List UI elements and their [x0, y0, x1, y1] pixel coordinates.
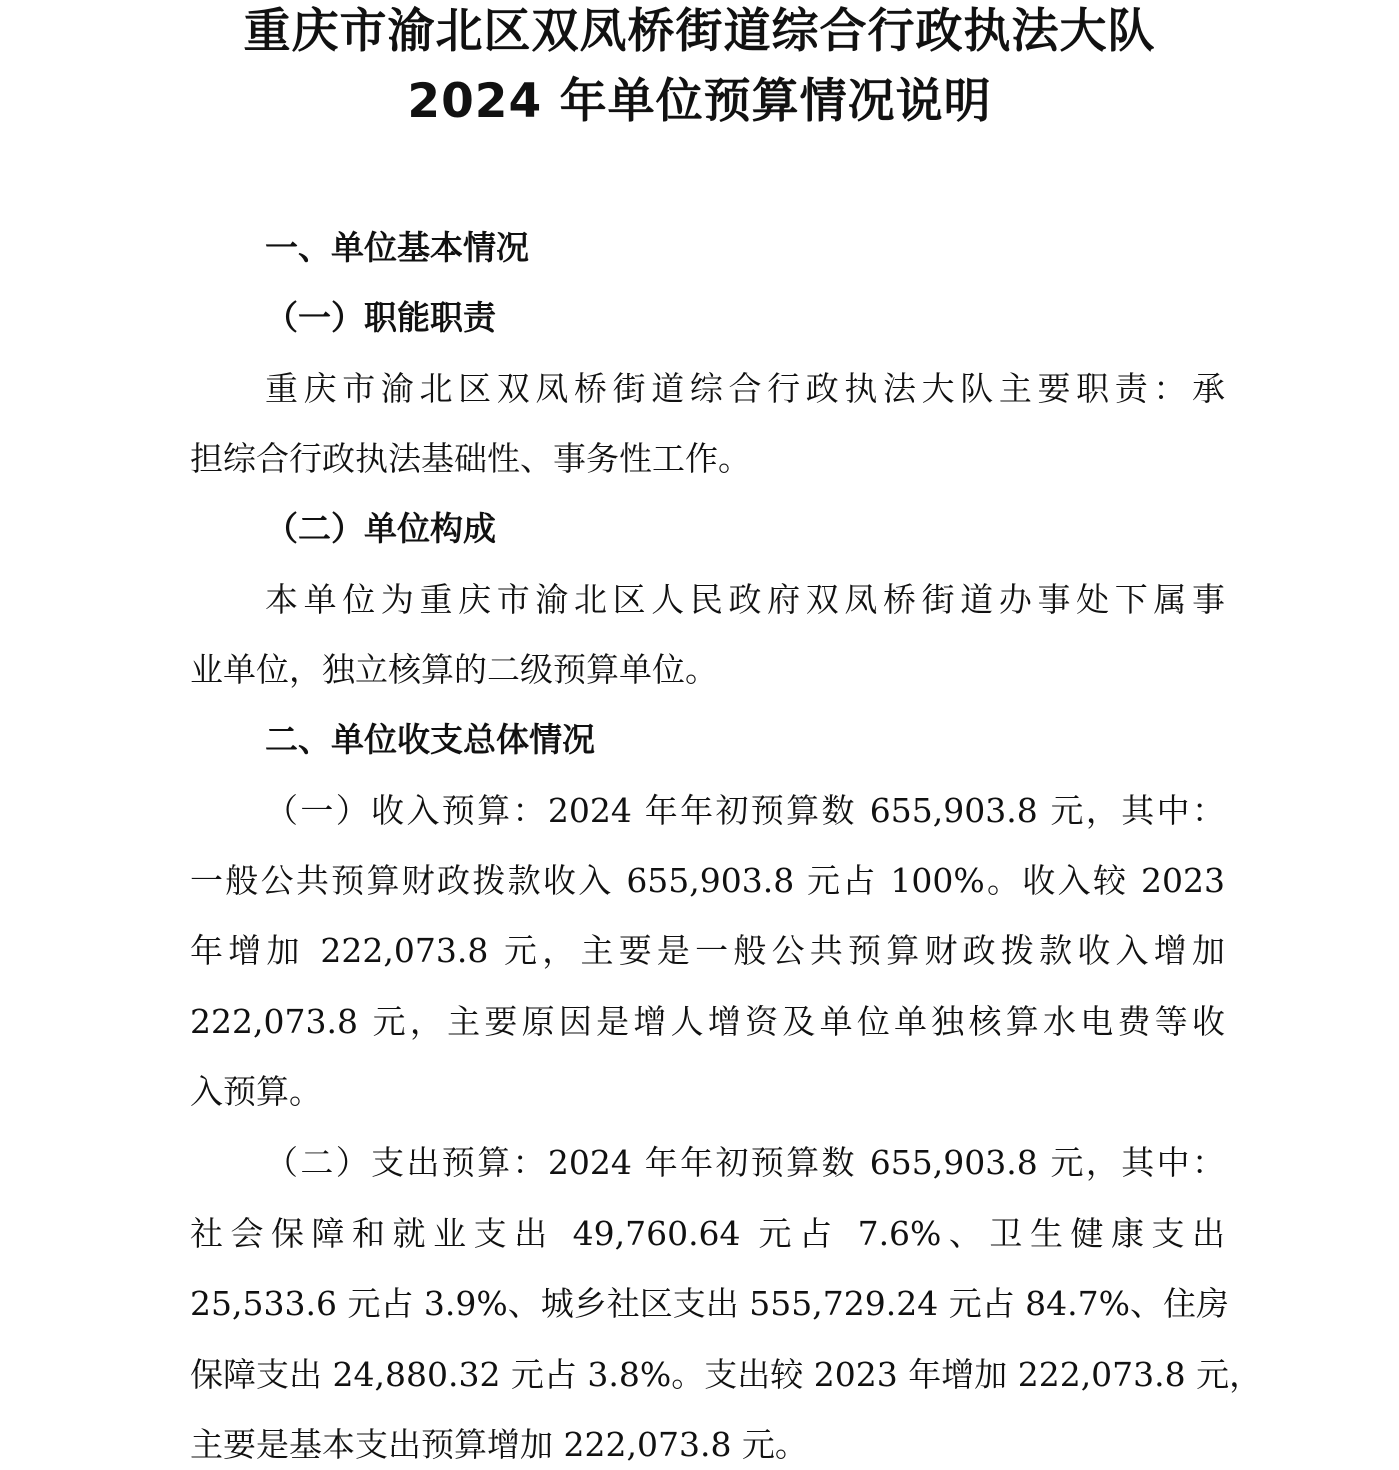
income-paragraph-line-5: 入预算。: [190, 1072, 322, 1111]
document-title-line-2: 2024 年单位预算情况说明: [407, 74, 992, 129]
income-paragraph-line-3: 年增加 222,073.8 元，主要是一般公共预算财政拨款收入增加: [190, 931, 1225, 970]
section-1-sub-2-heading: （二）单位构成: [265, 509, 496, 548]
section-1-heading: 一、单位基本情况: [265, 228, 529, 267]
expense-paragraph-line-1: （二）支出预算：2024 年年初预算数 655,903.8 元，其中：: [265, 1143, 1225, 1182]
income-paragraph-line-4: 222,073.8 元，主要原因是增人增资及单位单独核算水电费等收: [190, 1002, 1225, 1041]
duties-paragraph-line-2: 担综合行政执法基础性、事务性工作。: [190, 439, 751, 478]
section-2-heading: 二、单位收支总体情况: [265, 720, 595, 759]
expense-paragraph-line-3: 25,533.6 元占 3.9%、城乡社区支出 555,729.24 元占 84.7%、住房: [190, 1284, 1230, 1323]
expense-paragraph-line-4: 保障支出 24,880.32 元占 3.8%。支出较 2023 年增加 222,073.8 元，: [190, 1355, 1263, 1394]
income-paragraph-line-2: 一般公共预算财政拨款收入 655,903.8 元占 100%。收入较 2023: [190, 861, 1225, 900]
expense-paragraph-line-5: 主要是基本支出预算增加 222,073.8 元。: [190, 1425, 808, 1464]
income-paragraph-line-1: （一）收入预算：2024 年年初预算数 655,903.8 元，其中：: [265, 791, 1225, 830]
expense-paragraph-line-2: 社会保障和就业支出 49,760.64 元占 7.6%、卫生健康支出: [190, 1214, 1225, 1253]
document-title-line-1: 重庆市渝北区双凤桥街道综合行政执法大队: [243, 4, 1156, 59]
duties-paragraph-line-1: 重庆市渝北区双凤桥街道综合行政执法大队主要职责：承: [265, 369, 1225, 408]
section-1-sub-1-heading: （一）职能职责: [265, 298, 496, 337]
composition-paragraph-line-1: 本单位为重庆市渝北区人民政府双凤桥街道办事处下属事: [265, 580, 1225, 619]
composition-paragraph-line-2: 业单位，独立核算的二级预算单位。: [190, 650, 718, 689]
